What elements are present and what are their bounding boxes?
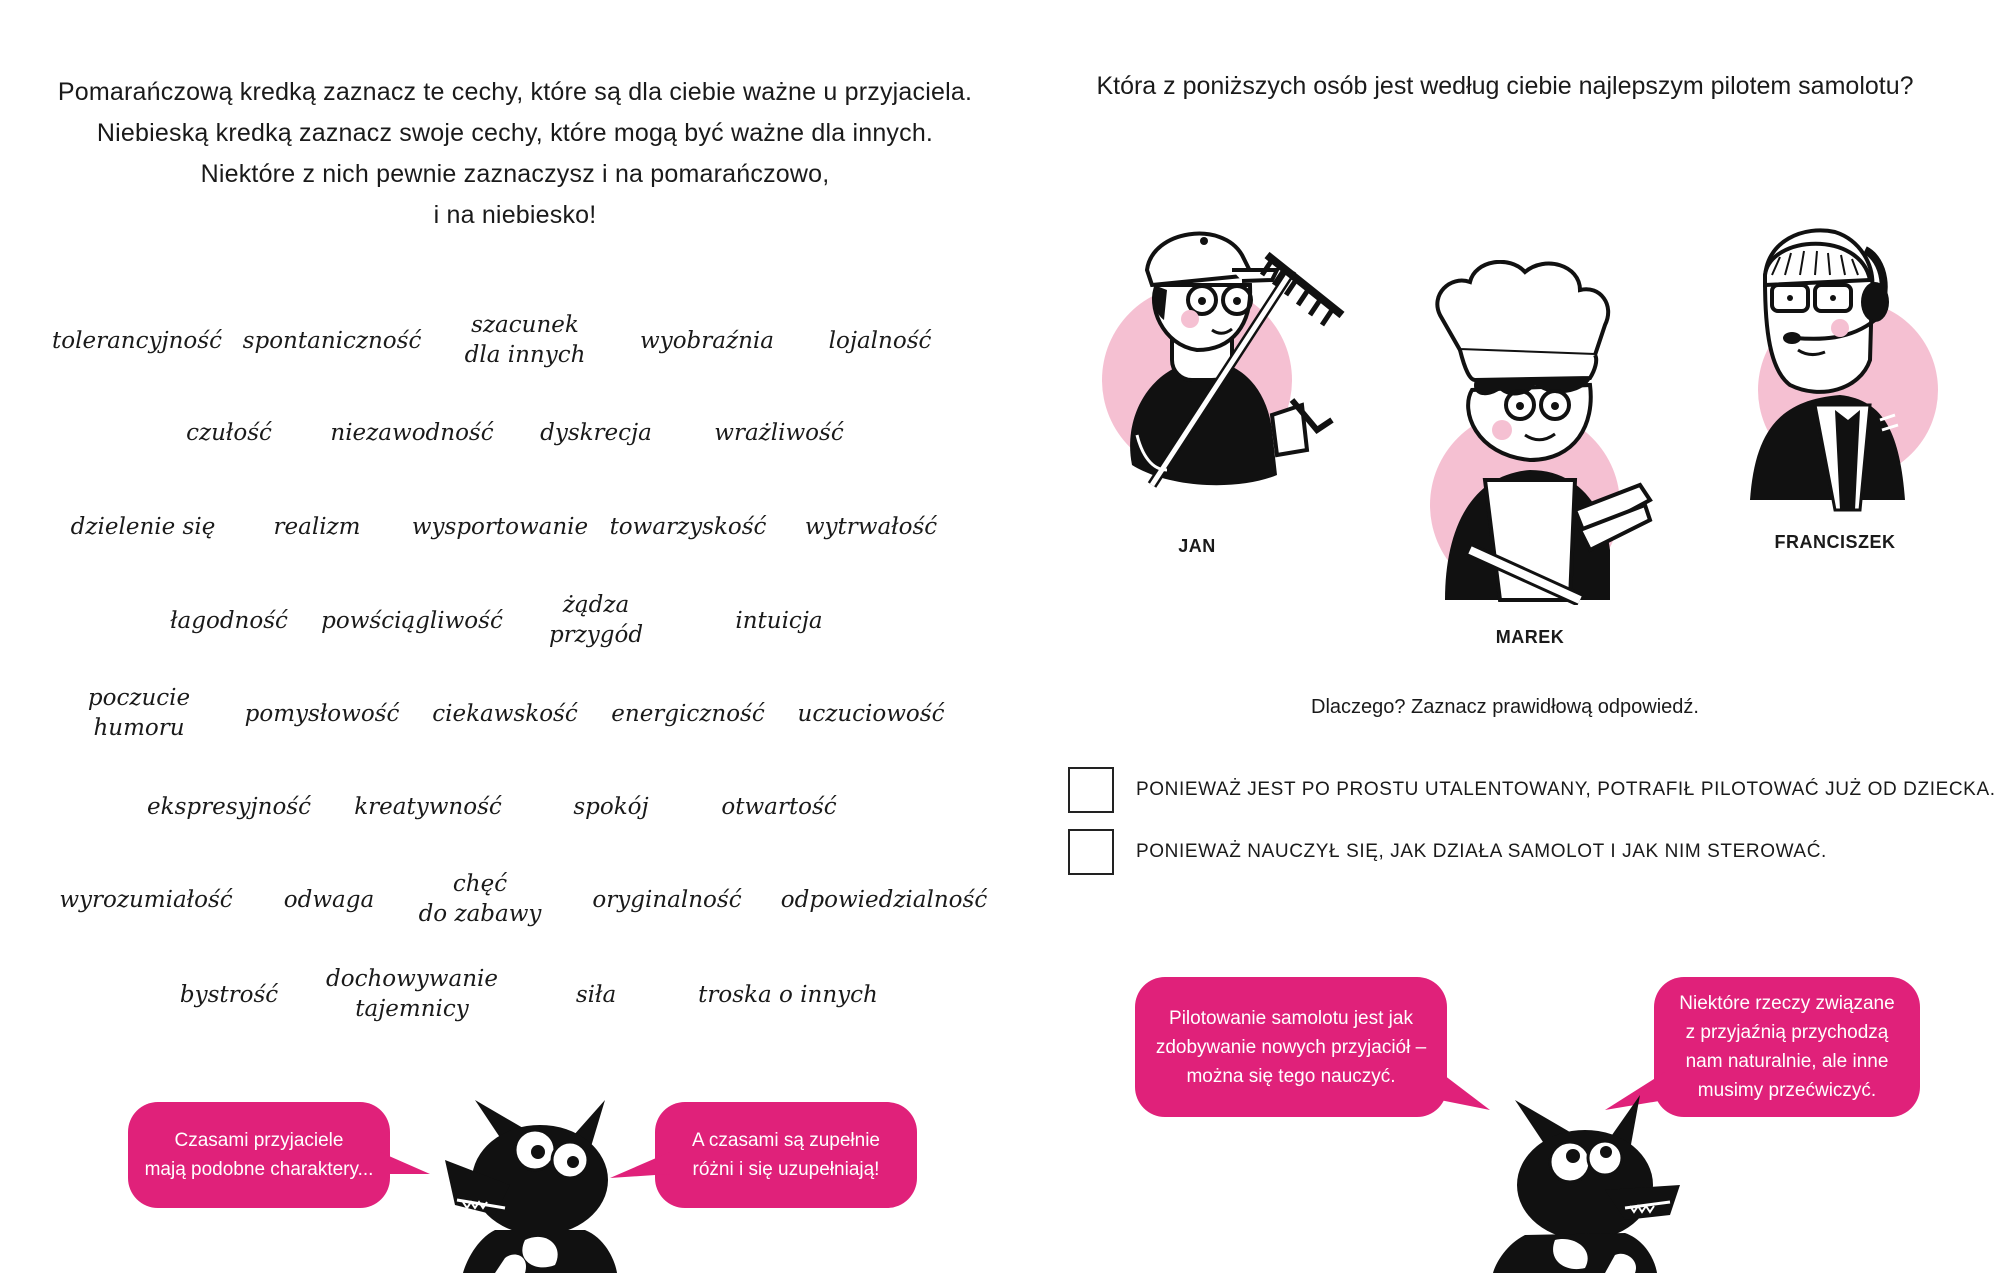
answer-text-1: PONIEWAŻ JEST PO PROSTU UTALENTOWANY, POTRAFIŁ PILOTOWAĆ JUŻ OD DZIECKA. — [1136, 779, 1996, 800]
trait-word[interactable] — [549, 590, 643, 650]
trait-text: lojalność — [828, 328, 932, 354]
trait-text: energiczność — [611, 701, 765, 727]
trait-word[interactable] — [170, 606, 288, 636]
trait-word[interactable] — [714, 418, 843, 448]
trait-word[interactable] — [180, 980, 278, 1010]
trait-text: ekspresyjność — [147, 794, 311, 820]
trait-word[interactable] — [52, 326, 222, 356]
instruction-line: i na niebiesko! — [433, 201, 597, 229]
trait-word[interactable] — [576, 980, 616, 1010]
trait-text: kreatywność — [354, 794, 502, 820]
speech-bubble-right — [1654, 977, 1920, 1117]
trait-text: tajemnicy — [355, 996, 469, 1022]
trait-word[interactable] — [321, 606, 503, 636]
trait-text: dla innych — [464, 342, 586, 368]
trait-word[interactable] — [330, 418, 493, 448]
instructions — [40, 72, 990, 236]
answer-option-2[interactable] — [1068, 827, 1827, 877]
trait-text: spontaniczność — [242, 328, 422, 354]
trait-word[interactable] — [59, 885, 232, 915]
bubble-line: mają podobne charaktery... — [144, 1159, 374, 1180]
trait-text: ciekawskość — [432, 701, 578, 727]
trait-word[interactable] — [721, 792, 836, 822]
trait-text: wrażliwość — [714, 420, 844, 446]
speech-bubble-right — [655, 1102, 917, 1208]
bubble-line: zdobywanie nowych przyjaciół – — [1155, 1036, 1427, 1058]
trait-word[interactable] — [243, 326, 422, 356]
trait-word[interactable] — [698, 980, 878, 1010]
instruction-line: Niebieską kredką zaznacz swoje cechy, które mogą być ważne dla innych. — [96, 119, 934, 147]
person-name-jan: JAN — [1178, 536, 1216, 556]
trait-text: oryginalność — [592, 887, 742, 913]
trait-text: powściągliwość — [321, 608, 503, 634]
trait-word[interactable] — [245, 699, 400, 729]
trait-word[interactable] — [274, 512, 361, 542]
trait-text: intuicja — [735, 608, 823, 634]
trait-word[interactable] — [781, 885, 987, 915]
bubble-tail-icon — [380, 1148, 440, 1188]
trait-text: dzielenie się — [70, 514, 216, 540]
trait-word[interactable] — [465, 310, 586, 370]
trait-text: towarzyskość — [609, 514, 767, 540]
pilot-icon — [1710, 220, 1945, 520]
bubble-line: musimy przećwiczyć. — [1697, 1080, 1877, 1101]
trait-text: dyskrecja — [540, 420, 652, 446]
trait-text: niezawodność — [330, 420, 494, 446]
trait-text: odpowiedzialność — [780, 887, 988, 913]
trait-word[interactable] — [640, 326, 774, 356]
trait-text: siła — [575, 982, 617, 1008]
gardener-icon — [1092, 215, 1352, 510]
trait-text: do zabawy — [418, 901, 542, 927]
instruction-line: Pomarańczową kredką zaznacz te cechy, które są dla ciebie ważne u przyjaciela. — [57, 78, 973, 106]
trait-text: wyrozumiałość — [59, 887, 233, 913]
trait-text: wytrwałość — [804, 514, 938, 540]
trait-text: tolerancyjność — [52, 328, 222, 354]
answer-checkbox-2[interactable] — [1068, 829, 1114, 875]
trait-text: przygód — [548, 622, 644, 648]
bubble-line: Pilotowanie samolotu jest jak — [1169, 1007, 1413, 1029]
person-name-franciszek: FRANCISZEK — [1774, 532, 1896, 552]
speech-bubble-left — [128, 1102, 390, 1208]
baker-icon — [1430, 260, 1670, 605]
bubble-line: różni i się uzupełniają! — [692, 1159, 880, 1180]
trait-text: uczuciowość — [797, 701, 945, 727]
cat-mascot-icon — [435, 1090, 650, 1273]
trait-text: wyobraźnia — [640, 328, 774, 354]
trait-word[interactable] — [71, 512, 216, 542]
trait-text: odwaga — [283, 887, 375, 913]
answer-option-1[interactable] — [1068, 765, 1996, 815]
bubble-line: nam naturalnie, ale inne — [1685, 1051, 1889, 1072]
trait-word[interactable] — [88, 683, 190, 743]
trait-word[interactable] — [326, 964, 498, 1024]
bubble-line: A czasami są zupełnie — [692, 1130, 880, 1151]
bubble-line: można się tego nauczyć. — [1186, 1065, 1396, 1087]
bubble-line: z przyjaźnią przychodzą — [1685, 1022, 1889, 1043]
person-name-marek: MAREK — [1495, 627, 1565, 647]
trait-text: otwartość — [721, 794, 837, 820]
trait-text: dochowywanie — [326, 966, 498, 992]
trait-word[interactable] — [147, 792, 311, 822]
trait-word[interactable] — [805, 512, 937, 542]
trait-text: wysportowanie — [411, 514, 589, 540]
cat-mascot-icon — [1475, 1090, 1690, 1273]
answer-prompt: Dlaczego? Zaznacz prawidłową odpowiedź. — [1311, 696, 1699, 718]
bubble-line: Czasami przyjaciele — [174, 1130, 344, 1151]
answer-checkbox-1[interactable] — [1068, 767, 1114, 813]
trait-text: czułość — [186, 420, 272, 446]
trait-text: poczucie — [87, 685, 191, 711]
trait-text: spokój — [573, 794, 649, 820]
trait-word[interactable] — [186, 418, 272, 448]
question-title: Która z poniższych osób jest według ciebie najlepszym pilotem samolotu? — [1096, 72, 1914, 100]
trait-text: chęć — [452, 871, 508, 897]
trait-word[interactable] — [798, 699, 945, 729]
speech-bubble-left — [1135, 977, 1447, 1117]
trait-word[interactable] — [610, 512, 767, 542]
trait-text: bystrość — [179, 982, 279, 1008]
trait-text: żądza — [562, 592, 630, 618]
trait-word[interactable] — [540, 418, 652, 448]
answer-text-2: PONIEWAŻ NAUCZYŁ SIĘ, JAK DZIAŁA SAMOLOT I JAK NIM STEROWAĆ. — [1136, 841, 1827, 862]
instruction-line: Niektóre z nich pewnie zaznaczysz i na pomarańczowo, — [200, 160, 830, 188]
trait-word[interactable] — [354, 792, 502, 822]
trait-text: humoru — [93, 715, 185, 741]
trait-text: troska o innych — [698, 982, 878, 1008]
trait-word[interactable] — [412, 512, 588, 542]
trait-word[interactable] — [419, 869, 542, 929]
trait-word[interactable] — [611, 699, 764, 729]
trait-word[interactable] — [829, 326, 932, 356]
trait-word[interactable] — [573, 792, 648, 822]
trait-text: szacunek — [471, 312, 579, 338]
trait-word[interactable] — [592, 885, 741, 915]
trait-text: łagodność — [170, 608, 288, 634]
trait-word[interactable] — [735, 606, 822, 636]
trait-text: realizm — [273, 514, 361, 540]
trait-text: pomysłowość — [244, 701, 400, 727]
bubble-line: Niektóre rzeczy związane — [1679, 993, 1895, 1014]
trait-word[interactable] — [432, 699, 577, 729]
trait-word[interactable] — [284, 885, 374, 915]
